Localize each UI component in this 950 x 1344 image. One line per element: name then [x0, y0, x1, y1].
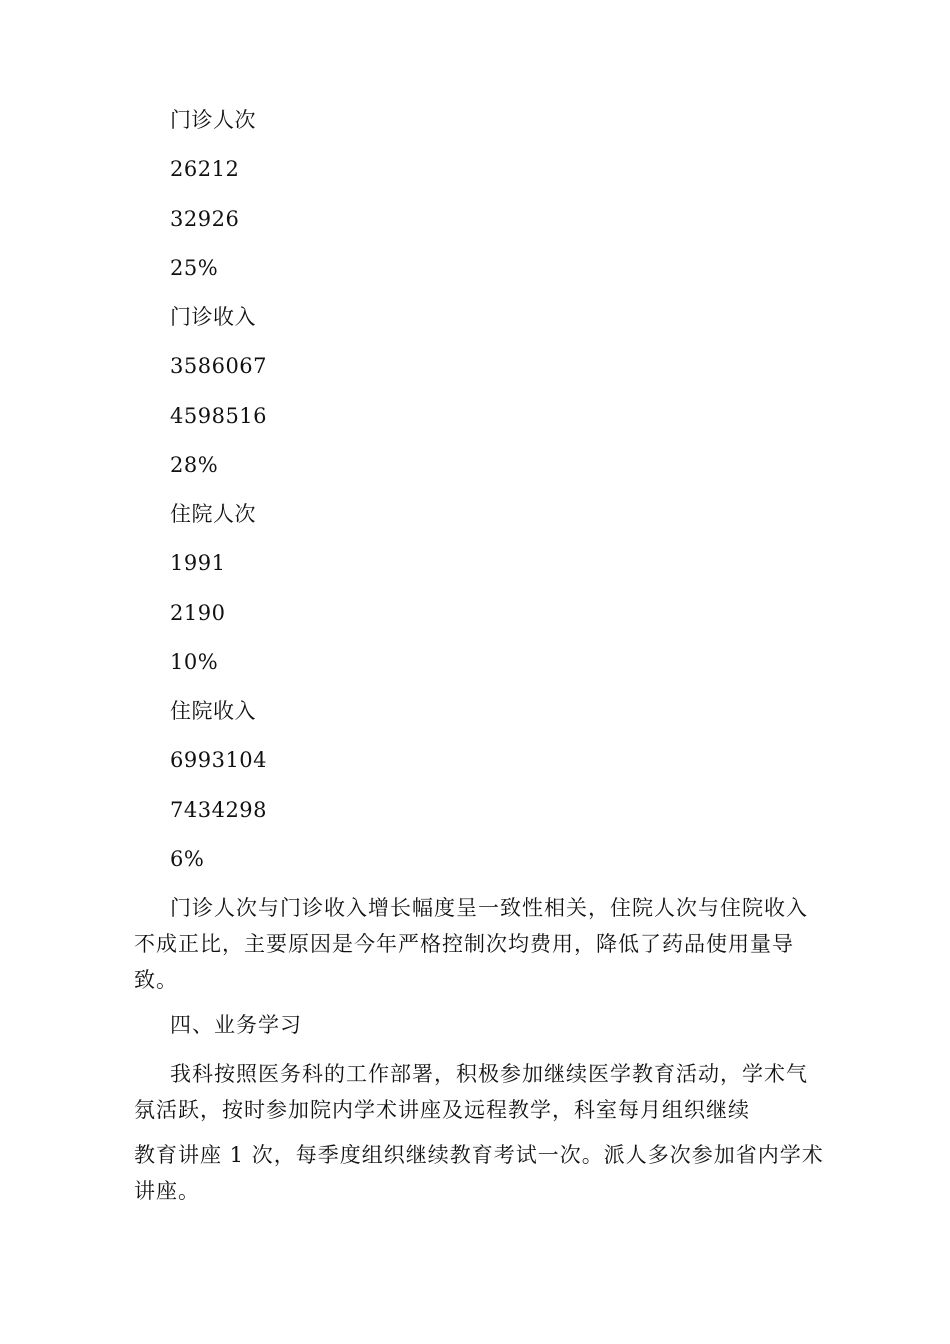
- table-cell-inpatient-income-label: 住院收入: [170, 699, 256, 723]
- table-cell-outpatient-income-label: 门诊收入: [170, 305, 256, 329]
- table-cell-outpatient-visits-label: 门诊人次: [170, 108, 256, 132]
- table-cell-inpatient-visits-current: 2190: [170, 601, 226, 625]
- study-paragraph-continued: 教育讲座 1 次，每季度组织继续教育考试一次。派人多次参加省内学术讲座。: [134, 1143, 824, 1203]
- analysis-paragraph: 门诊人次与门诊收入增长幅度呈一致性相关，住院人次与住院收入不成正比，主要原因是今年严格控制次均费用，降低了药品使用量导致。: [134, 896, 808, 992]
- table-cell-outpatient-income-current: 4598516: [170, 404, 268, 428]
- table-cell-inpatient-visits-label: 住院人次: [170, 502, 256, 526]
- table-cell-inpatient-income-growth: 6%: [170, 847, 205, 871]
- table-cell-outpatient-visits-growth: 25%: [170, 256, 219, 280]
- section-heading: 四、业务学习: [170, 1013, 302, 1037]
- table-cell-inpatient-income-current: 7434298: [170, 798, 268, 822]
- table-cell-inpatient-visits-growth: 10%: [170, 650, 219, 674]
- study-paragraph-first: 我科按照医务科的工作部署，积极参加继续医学教育活动，学术气氛活跃，按时参加院内学术讲座及远程教学，科室每月组织继续: [134, 1062, 808, 1122]
- table-cell-outpatient-visits-previous: 26212: [170, 157, 240, 181]
- table-cell-outpatient-income-growth: 28%: [170, 453, 219, 477]
- table-cell-outpatient-visits-current: 32926: [170, 207, 240, 231]
- table-cell-inpatient-income-previous: 6993104: [170, 748, 268, 772]
- table-cell-outpatient-income-previous: 3586067: [170, 354, 268, 378]
- table-cell-inpatient-visits-previous: 1991: [170, 551, 226, 575]
